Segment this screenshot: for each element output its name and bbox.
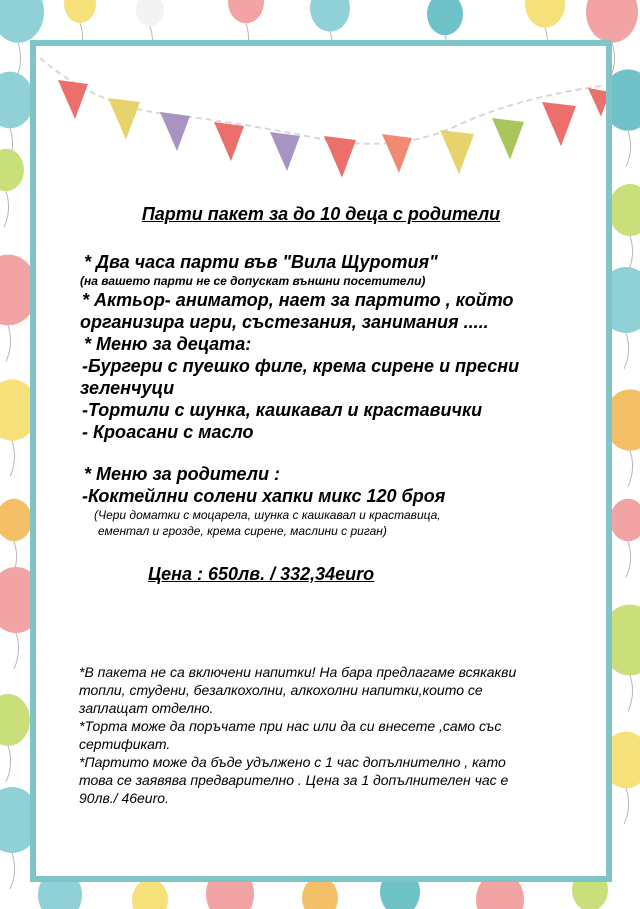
footer-line: сертификат.	[79, 736, 171, 752]
balloon	[427, 0, 463, 35]
bunting-flag	[160, 112, 190, 151]
balloon	[136, 0, 164, 27]
package-items	[80, 251, 600, 539]
bunting-flag	[270, 132, 300, 171]
bunting-flag	[588, 88, 606, 117]
balloon-string	[624, 788, 629, 824]
balloon	[0, 72, 34, 129]
balloon-string	[10, 441, 15, 477]
bunting-flag	[214, 122, 244, 161]
item-line: ементал и грозде, крема сирене, маслини с риган)	[98, 524, 387, 538]
bunting-flag	[492, 118, 524, 160]
bunting-garland	[36, 46, 606, 216]
balloon	[610, 499, 640, 541]
bunting-flag	[382, 134, 412, 173]
balloon-string	[628, 451, 633, 487]
bunting-flag	[440, 130, 474, 174]
footer-line: заплащат отделно.	[79, 700, 214, 716]
balloon-string	[6, 325, 11, 361]
item-line: (Чери доматки с моцарела, шунка с кашкавал и краставица,	[94, 508, 441, 522]
bunting-flag	[542, 102, 576, 146]
price-label: Цена : 650лв. / 332,34euro	[148, 564, 375, 584]
bunting-flag	[108, 98, 140, 140]
balloon-string	[10, 853, 15, 889]
footer-line: *Торта може да поръчате при нас или да си внесете ,само със	[79, 718, 502, 734]
balloon	[0, 0, 44, 43]
balloon-string	[626, 131, 631, 167]
footer-line: *В пакета не са включени напитки! На бара предлагаме всякакви	[79, 664, 517, 680]
item-line: (на вашето парти не се допускат външни посетители)	[80, 274, 426, 288]
balloon-string	[626, 541, 631, 577]
flyer-card	[30, 40, 612, 882]
spacer	[80, 443, 600, 463]
footer-line: 90лв./ 46euro.	[79, 790, 169, 806]
footer-line: това се заявява предварително . Цена за 1 допълнителен час е	[79, 772, 509, 788]
bunting-flag	[58, 80, 88, 119]
balloon-string	[628, 236, 633, 272]
item-line: * Меню за децата:	[84, 334, 252, 354]
balloon	[0, 149, 24, 191]
footer-line: *Партито може да бъде удължено с 1 час допълнително , като	[79, 754, 506, 770]
flyer-title: Парти пакет за до 10 деца с родители	[141, 204, 501, 224]
item-line: -Бургери с пуешко филе, крема сирене и пресни	[82, 356, 520, 376]
item-line: -Коктейлни солени хапки микс 120 броя	[82, 486, 446, 506]
balloon	[586, 0, 638, 43]
balloon-string	[4, 191, 9, 227]
balloon	[608, 184, 640, 236]
balloon	[0, 499, 32, 541]
balloon	[0, 694, 30, 746]
item-line: - Кроасани с масло	[82, 422, 254, 442]
balloon-string	[628, 675, 633, 711]
bunting-flag	[324, 136, 356, 178]
balloon	[228, 0, 264, 23]
balloon-string	[624, 333, 629, 369]
item-line: * Актьор- аниматор, нает за партито , който	[82, 290, 514, 310]
balloon	[310, 0, 350, 32]
balloon-string	[6, 746, 11, 782]
balloon	[64, 0, 96, 23]
balloon	[132, 879, 168, 909]
item-line: -Тортили с шунка, кашкавал и краставички	[82, 400, 483, 420]
item-line: * Меню за родители :	[84, 464, 280, 484]
item-line: организира игри, състезания, занимания .....	[80, 312, 489, 332]
item-line: зеленчуци	[80, 378, 175, 398]
balloon-string	[14, 633, 19, 669]
balloon	[525, 0, 565, 28]
item-line: * Два часа парти във "Вила Щуротия"	[84, 252, 438, 272]
footer-notes	[79, 663, 569, 807]
footer-line: топли, студени, безалкохолни, алкохолни напитки,които се	[79, 682, 483, 698]
